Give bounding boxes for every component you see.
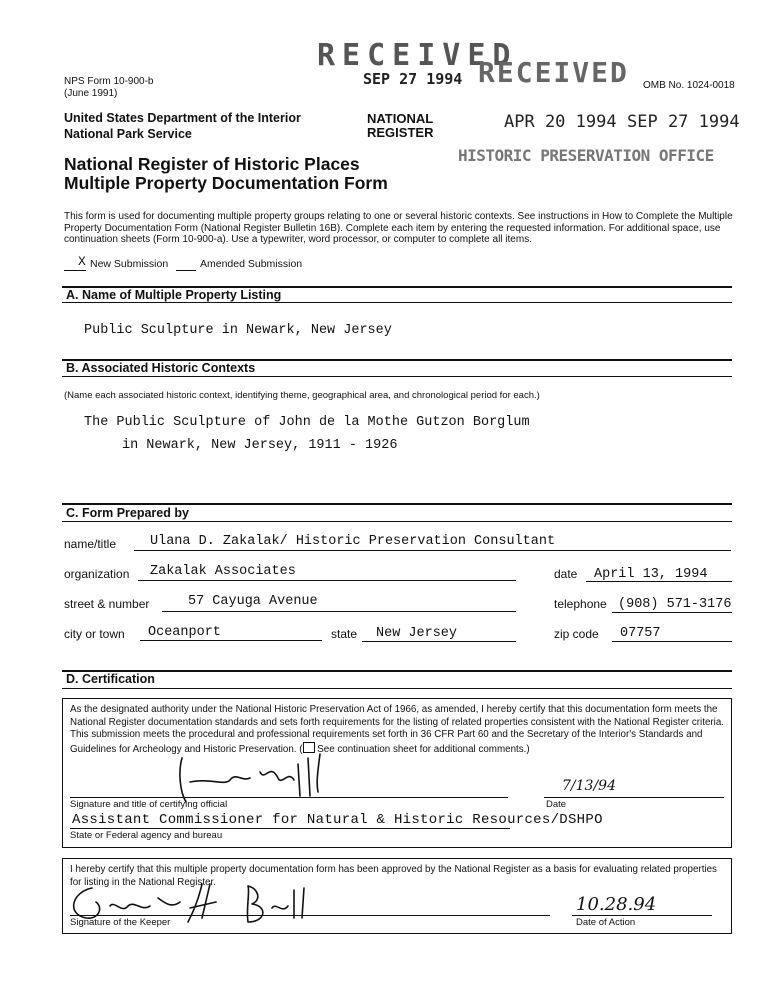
keeper-signature-label: Signature of the Keeper [70, 917, 171, 928]
certification-date-line [544, 797, 724, 798]
organization-label: organization [64, 567, 130, 581]
signature-line [70, 797, 508, 798]
section-c-bottom-rule [62, 521, 732, 522]
national-register-stamp: NATIONAL REGISTER [367, 111, 434, 140]
name-title-label: name/title [64, 537, 117, 551]
new-submission-mark[interactable]: X [78, 254, 86, 269]
section-a-title: A. Name of Multiple Property Listing [66, 288, 282, 302]
street-label: street & number [64, 597, 150, 611]
city-line [140, 640, 322, 641]
telephone-label: telephone [554, 597, 607, 611]
state-value[interactable]: New Jersey [376, 626, 458, 641]
historic-context-line-2[interactable]: in Newark, New Jersey, 1911 - 1926 [122, 438, 398, 453]
agency-line [70, 828, 510, 829]
received-stamp-date: SEP 27 1994 [363, 70, 463, 88]
organization-value[interactable]: Zakalak Associates [150, 564, 296, 579]
zip-line [612, 641, 732, 642]
hpo-stamp: HISTORIC PRESERVATION OFFICE [458, 146, 714, 165]
zip-label: zip code [554, 627, 599, 641]
date-line [586, 581, 732, 582]
certification-date-value[interactable]: 7/13/94 [562, 778, 616, 794]
agency-label: State or Federal agency and bureau [70, 830, 223, 841]
city-value[interactable]: Oceanport [148, 625, 221, 640]
date-of-action-line [572, 915, 712, 916]
state-label: state [331, 627, 358, 641]
section-d-top-rule [62, 670, 732, 672]
date-value[interactable]: April 13, 1994 [594, 567, 708, 582]
department-name: United States Department of the Interior [64, 111, 301, 125]
section-c-title: C. Form Prepared by [66, 506, 189, 520]
signature-label: Signature and title of certifying official [70, 799, 228, 810]
omb-number: OMB No. 1024-0018 [643, 80, 735, 91]
form-number: NPS Form 10-900-b [64, 76, 154, 87]
keeper-text: I hereby certify that this multiple property documentation form has been approved by the National Register as a basis for evaluating related properties for listing in the National Register. [70, 864, 717, 888]
telephone-line [612, 612, 732, 613]
new-submission-line [64, 270, 86, 271]
amended-submission-label: Amended Submission [200, 258, 303, 270]
form-title-line-1: National Register of Historic Places [64, 154, 360, 174]
section-b-bottom-rule [62, 376, 732, 377]
street-line [162, 611, 516, 612]
date-of-action-label: Date of Action [576, 917, 636, 928]
continuation-checkbox[interactable] [303, 742, 315, 753]
zip-value[interactable]: 07757 [620, 626, 661, 641]
agency-value[interactable]: Assistant Commissioner for Natural & Historic Resources/DSHPO [72, 812, 603, 828]
telephone-value[interactable]: (908) 571-3176 [618, 597, 732, 612]
certification-text: As the designated authority under the National Historic Preservation Act of 1966, as amended, I hereby certify that this documentation form meets the National Register documentation standards and sets forth requirements for the listing of related properties consistent with the National Register criteria. This submission meets the procedural and professional requirements set forth in 36 CFR Part 60 and the Secretary of the Interior's Standards and Guidelines for Archeology and Historic Preservation. ( See continuation sheet for additional comments.) [70, 704, 725, 755]
state-line [362, 641, 516, 642]
received-stamp-2: RECEIVED [478, 56, 629, 89]
section-b-title: B. Associated Historic Contexts [66, 361, 256, 375]
form-title-line-2: Multiple Property Documentation Form [64, 173, 388, 193]
intro-text: This form is used for documenting multiple property groups relating to one or several historic contexts. See instructions in How to Complete the Multiple Property Documentation Form (National Register Bulletin 16B). Complete each item by entering the requested information. For additional space, use continuation sheets (Form 10-900-a). Use a typewriter, word processor, or computer to complete all items. [64, 211, 733, 245]
section-b-instruction: (Name each associated historic context, identifying theme, geographical area, and chronological period for each.) [64, 390, 540, 401]
name-title-line [134, 550, 731, 551]
stamp-date-april: APR 20 1994 [504, 112, 617, 132]
multiple-property-name[interactable]: Public Sculpture in Newark, New Jersey [84, 323, 392, 338]
organization-line [138, 580, 516, 581]
date-of-action-value[interactable]: 10.28.94 [576, 894, 657, 915]
form-date: (June 1991) [64, 88, 118, 99]
date-label: date [554, 567, 578, 581]
historic-context-line-1[interactable]: The Public Sculpture of John de la Mothe Gutzon Borglum [84, 415, 530, 430]
name-title-value[interactable]: Ulana D. Zakalak/ Historic Preservation Consultant [150, 534, 556, 549]
service-name: National Park Service [64, 127, 192, 141]
keeper-signature-line [70, 915, 550, 916]
amended-submission-line [176, 270, 196, 271]
new-submission-label: New Submission [90, 258, 169, 270]
section-d-title: D. Certification [66, 672, 155, 686]
stamp-date-september: SEP 27 1994 [627, 112, 740, 132]
certification-date-label: Date [546, 799, 567, 810]
section-a-bottom-rule [62, 302, 732, 303]
city-label: city or town [64, 627, 125, 641]
section-d-bottom-rule [62, 688, 732, 689]
section-c-top-rule [62, 503, 732, 505]
received-stamp-text: RECEIVED [317, 38, 518, 73]
street-value[interactable]: 57 Cayuga Avenue [188, 594, 318, 609]
received-stamp-box [315, 38, 518, 92]
